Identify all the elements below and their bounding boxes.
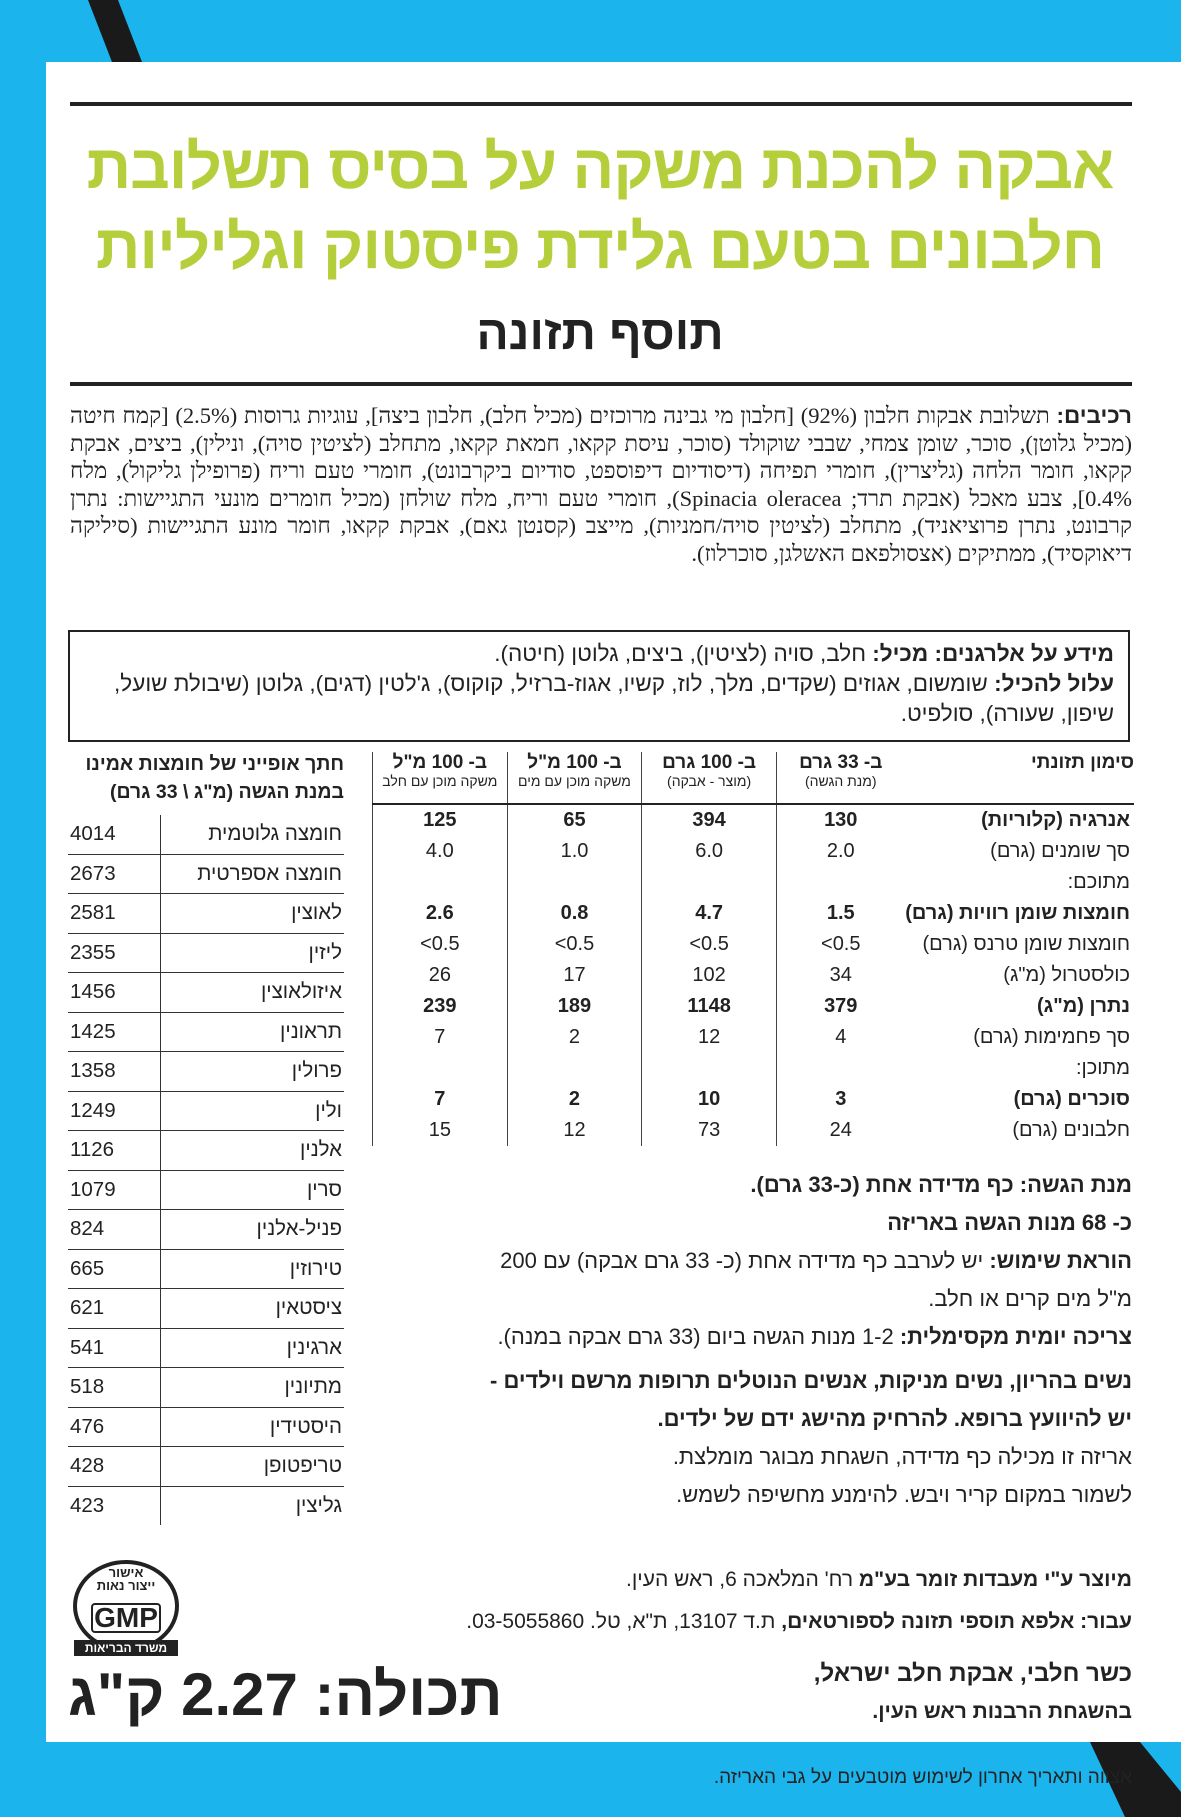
nutrition-header-100g: ב- 100 גרם (מוצר - אבקה) [642, 752, 777, 804]
amino-name: סרין [161, 1170, 345, 1210]
amino-name: חומצה גלוטמית [161, 815, 345, 854]
amino-value: 476 [68, 1407, 161, 1447]
amino-row [68, 1131, 344, 1171]
amino-name: אלנין [161, 1131, 345, 1171]
amino-row [68, 1091, 344, 1131]
amino-name: חומצה אספרטית [161, 854, 345, 894]
amino-row [68, 854, 344, 894]
amino-value: 1249 [68, 1091, 161, 1131]
amino-value: 2355 [68, 933, 161, 973]
amino-name: מתיונין [161, 1368, 345, 1408]
nutrition-row-carbs: סך פחמימות (גרם) 4 12 2 7 [373, 1022, 1135, 1053]
amino-name: ליזין [161, 933, 345, 973]
amino-value: 1456 [68, 973, 161, 1013]
nutrition-row-sugars: סוכרים (גרם) 3 10 2 7 [373, 1084, 1135, 1115]
amino-name: טריפטופן [161, 1447, 345, 1487]
usage-block [405, 1166, 1132, 1514]
kosher-line2: בהשגחת הרבנות ראש העין. [872, 1700, 1132, 1723]
allergen-may-text: שומשום, אגוזים (שקדים, מלך, לוז, קשיו, אגוז-ברזיל, קוקוס), ג'לטין (דגים), גלוטן (שיבולת שועל, שיפון, שעורה), סולפיט. [114, 671, 1114, 726]
amino-value: 428 [68, 1447, 161, 1487]
amino-name: גליצין [161, 1486, 345, 1525]
gmp-top2: ייצור נאות [96, 1578, 156, 1593]
amino-value: 665 [68, 1249, 161, 1289]
note-line2: לשמור במקום קריר ויבש. להימנע מחשיפה לשמש. [676, 1482, 1132, 1507]
amino-name: ולין [161, 1091, 345, 1131]
amino-name: איזולאוצין [161, 973, 345, 1013]
amino-value: 1425 [68, 1012, 161, 1052]
gmp-bottom: משרד הבריאות [84, 1641, 168, 1655]
nutrition-row-trans: חומצות שומן טרנס (גרם) 0.5> 0.5> 0.5> 0.5> [373, 929, 1135, 960]
amino-row [68, 1368, 344, 1408]
amino-name: פרולין [161, 1052, 345, 1092]
amino-row [68, 973, 344, 1013]
ingredients-label: רכיבים: [1056, 403, 1132, 428]
amino-row [68, 1486, 344, 1525]
amino-name: ציסטאין [161, 1289, 345, 1329]
product-title-line1: אבקה להכנת משקה על בסיס תשלובת [86, 133, 1114, 202]
product-subtitle: תוסף תזונה [476, 307, 724, 360]
allergen-may-contain [84, 669, 1114, 729]
amino-value: 621 [68, 1289, 161, 1329]
allergen-contains [84, 639, 1114, 669]
batch-line: אצווה ותאריך אחרון לשימוש מוטבעים על גבי האריזה. [713, 1767, 1132, 1788]
amino-table [68, 815, 344, 1525]
allergen-contains-text: חלב, סויה (לציטין), ביצים, גלוטן (חיטה). [494, 641, 867, 666]
ingredients-text: תשלובת אבקות חלבון (92%) [חלבון מי גבינה מרוכזים (מכיל חלב), חלבון ביצה], עוגיות גרוסות (2.5%) [קמח חיטה (מכיל גלוטן), סוכר, שומן צמחי, שבבי שוקולד (סוכר, עיסת קקאו, חמאת קקאו, מתחלב (לציטין סויה), ונילין), ביצים, אבקת קקאו, חומר הלחה (גליצרין), חומרי תפיחה (דיסודיום דיפוספט, סודיום ביקרבונט), חומרי טעם וריח (פרופילן גליקול), מלח 0.4%], צבע מאכל (אבקת תרד; Spinacia oleracea), חומרי טעם וריח, מלח שולחן (מכיל חומרים מונעי התגיישות: נתרן קרבונט, נתרן פרוציאניד), מתחלב (לציטין סויה/חמניות), מייצב (קסנטן גאם), אבקת קקאו, חומר מונע התגיישות (סיליקה דיאוקסיד), ממתיקים (אצסולפאם האשלגן, סוכרלוז). [70, 403, 1132, 566]
amino-header-line2: במנת הגשה (מ"ג \ 33 גרם) [109, 781, 344, 803]
amino-value: 1079 [68, 1170, 161, 1210]
amino-value: 824 [68, 1210, 161, 1250]
instructions: הוראת שימוש: יש לערבב כף מדידה אחת (כ- 33 גרם אבקה) עם 200 [500, 1248, 1132, 1273]
amino-value: 518 [68, 1368, 161, 1408]
amino-value: 1126 [68, 1131, 161, 1171]
nutrition-row-fat: סך שומנים (גרם) 2.0 6.0 1.0 4.0 [373, 836, 1135, 867]
gmp-seal [72, 1560, 180, 1658]
allergen-box [68, 630, 1130, 742]
gmp-top1: אישור [108, 1565, 144, 1580]
product-title-line2: חלבונים בטעם גלידת פיסטוק וגליליות [95, 213, 1105, 282]
serving-size: מנת הגשה: כף מדידה אחת (כ-33 גרם). [750, 1172, 1132, 1197]
amino-name: תראונין [161, 1012, 345, 1052]
amino-header [68, 750, 344, 806]
nutrition-header-serving: ב- 33 גרם (מנת הגשה) [776, 752, 904, 804]
amino-value: 1358 [68, 1052, 161, 1092]
amino-name: פניל-אלנין [161, 1210, 345, 1250]
amino-value: 4014 [70, 822, 116, 846]
amino-row [68, 1210, 344, 1250]
instructions-cont: מ"ל מים קרים או חלב. [928, 1286, 1132, 1311]
top-divider [70, 102, 1132, 106]
nutrition-header-water: ב- 100 מ"ל משקה מוכן עם מים [507, 752, 642, 804]
gmp-mark: GMP [94, 1602, 158, 1633]
amino-row [68, 1170, 344, 1210]
nutrition-header-milk: ב- 100 מ"ל משקה מוכן עם חלב [373, 752, 508, 804]
nutrition-table [372, 752, 1134, 1146]
kosher-line1: כשר חלבי, אבקת חלב ישראל, [813, 1660, 1132, 1687]
nutrition-row-sodium: נתרן (מ"ג) 379 1148 189 239 [373, 991, 1135, 1022]
nutrition-row-cholesterol: כולסטרול (מ"ג) 34 102 17 26 [373, 960, 1135, 991]
max-intake: צריכה יומית מקסימלית: 1-2 מנות הגשה ביום (33 גרם אבקה במנה). [497, 1324, 1132, 1349]
corner-decoration-top [0, 0, 1181, 62]
nutrition-row-protein: חלבונים (גרם) 24 73 12 15 [373, 1115, 1135, 1146]
amino-value: 423 [68, 1486, 161, 1525]
distributor-line: עבור: אלפא תוספי תזונה לספורטאים, ת.ד 13107, ת"א, טל. 03-5055860. [466, 1610, 1132, 1633]
nutrition-row-of-which: מתוכם: [373, 867, 1135, 898]
subtitle-divider [70, 382, 1132, 386]
amino-row [68, 1447, 344, 1487]
amino-row [68, 1328, 344, 1368]
allergen-contains-label: מידע על אלרגנים: מכיל: [872, 641, 1114, 666]
amino-row [68, 933, 344, 973]
producer-line: מיוצר ע"י מעבדות זומר בע"מ רח' המלאכה 6, ראש העין. [626, 1568, 1132, 1591]
amino-row [68, 1289, 344, 1329]
amino-value: 2581 [68, 894, 161, 934]
amino-row [68, 1249, 344, 1289]
warning-line1: נשים בהריון, נשים מניקות, אנשים הנוטלים תרופות מרשם וילדים - [490, 1368, 1132, 1393]
amino-row [68, 1407, 344, 1447]
amino-value: 2673 [68, 854, 161, 894]
nutrition-row-of-which-carbs: מתוכן: [373, 1053, 1135, 1084]
allergen-may-label: עלול להכיל: [994, 671, 1114, 696]
amino-row [68, 1052, 344, 1092]
amino-name: לאוצין [161, 894, 345, 934]
amino-row [68, 815, 344, 854]
amino-header-line1: חתך אופייני של חומצות אמינו [85, 753, 344, 775]
nutrition-row-saturated: חומצות שומן רוויות (גרם) 1.5 4.7 0.8 2.6 [373, 898, 1135, 929]
servings-per-package: כ- 68 מנות הגשה באריזה [887, 1210, 1132, 1235]
amino-name: ארגינין [161, 1328, 345, 1368]
net-weight: תכולה: 2.27 ק"ג [68, 1661, 503, 1728]
note-line1: אריזה זו מכילה כף מדידה, השגחת מבוגר מומלצת. [672, 1444, 1132, 1469]
amino-name: היסטידין [161, 1407, 345, 1447]
amino-row [68, 1012, 344, 1052]
nutrition-row-energy: אנרגיה (קלוריות) 130 394 65 125 [373, 804, 1135, 836]
amino-value: 541 [68, 1328, 161, 1368]
nutrition-header-label: סימון תזונתי [905, 752, 1134, 804]
amino-row [68, 894, 344, 934]
amino-name: טירוזין [161, 1249, 345, 1289]
ingredients-block [70, 402, 1132, 567]
warning-line2: יש להיוועץ ברופא. להרחיק מהישג ידם של ילדים. [657, 1406, 1132, 1431]
